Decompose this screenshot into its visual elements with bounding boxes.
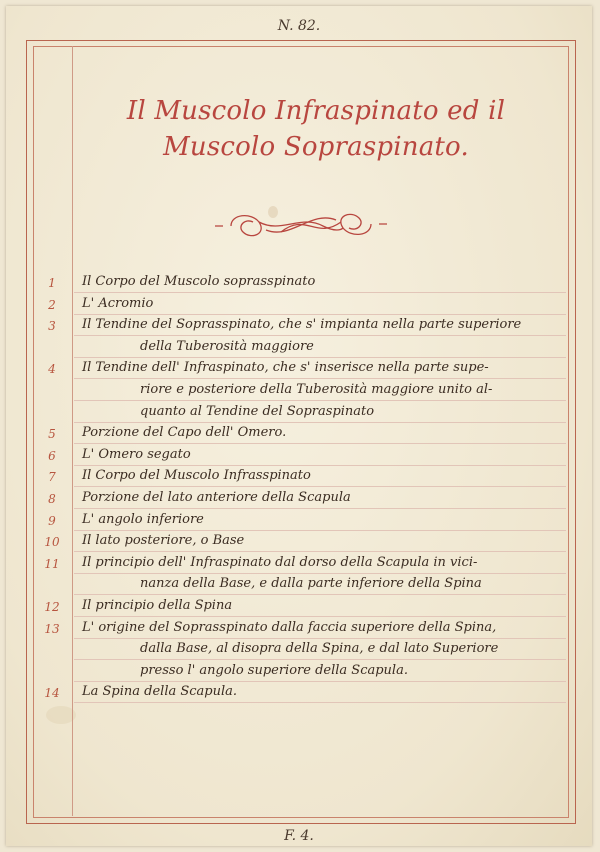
item-text-line: nanza della Base, e dalla parte inferiore della Spina [140, 576, 482, 592]
item-number: 7 [48, 470, 56, 485]
item-text-line: L' origine del Soprasspinato dalla faccia superiore della Spina, [82, 619, 497, 635]
ruled-line [74, 573, 566, 574]
ruled-line [74, 681, 566, 682]
title-line-2: Muscolo Sopraspinato. [163, 132, 469, 162]
item-text-line: Il Corpo del Muscolo soprasspinato [82, 274, 316, 289]
item-text-line: Il principio dell' Infraspinato dal dorso della Scapula in vici- [82, 554, 478, 570]
ruled-line [74, 594, 566, 595]
item-number: 1 [48, 276, 56, 290]
item-text-line: Porzione del Capo dell' Omero. [82, 425, 287, 441]
item-number: 3 [48, 319, 56, 334]
item-text-line: La Spina della Scapula. [82, 684, 238, 700]
ruled-line [74, 465, 566, 466]
item-number: 4 [48, 362, 56, 377]
ruled-line [74, 422, 566, 423]
ruled-line [74, 292, 566, 293]
ruled-line [74, 486, 566, 487]
item-number: 14 [44, 686, 60, 701]
item-number: 5 [48, 427, 56, 442]
item-text-line: Il Tendine del Soprasspinato, che s' impianta nella parte superiore [82, 317, 522, 333]
ruled-line [74, 659, 566, 660]
ruled-line [74, 314, 566, 315]
item-text-line: Il lato posteriore, o Base [82, 533, 245, 549]
item-number: 6 [48, 448, 56, 463]
item-text-line: L' Omero segato [82, 446, 191, 462]
item-text-line: Il Corpo del Muscolo Infrasspinato [82, 468, 311, 484]
item-text-line: dalla Base, al disopra della Spina, e dal lato Superiore [140, 641, 499, 657]
page-number-header: N. 82. [277, 18, 321, 34]
ruled-line [74, 357, 566, 358]
title-line-1: Il Muscolo Infraspinato ed il [126, 96, 506, 126]
item-number: 11 [44, 556, 60, 571]
item-text-line: riore e posteriore della Tuberosità maggiore unito al- [140, 382, 493, 397]
item-text-line: Il principio della Spina [82, 598, 233, 613]
item-number: 2 [48, 297, 56, 312]
item-text-line: presso l' angolo superiore della Scapula. [140, 662, 408, 678]
ruled-line [74, 400, 566, 401]
ornamental-flourish [211, 204, 391, 246]
ruled-line [74, 335, 566, 336]
item-number: 12 [44, 600, 60, 614]
ruled-line [74, 378, 566, 379]
ruled-line [74, 616, 566, 617]
item-number: 13 [44, 621, 60, 636]
manuscript-page [6, 6, 592, 846]
item-text-line: quanto al Tendine del Sopraspinato [140, 403, 375, 419]
item-text-line: Porzione del lato anteriore della Scapula [82, 490, 351, 505]
item-text-line: Il Tendine dell' Infraspinato, che s' inserisce nella parte supe- [82, 360, 489, 376]
ruled-line [74, 551, 566, 552]
ruled-line [74, 530, 566, 531]
item-number: 9 [48, 513, 56, 528]
item-number: 8 [48, 492, 56, 506]
item-text-line: L' Acromio [82, 295, 154, 311]
item-number: 10 [44, 535, 60, 550]
ruled-line [74, 508, 566, 509]
margin-rule [72, 46, 73, 816]
page-number-footer: F. 4. [284, 828, 314, 844]
ruled-line [74, 443, 566, 444]
item-text-line: L' angolo inferiore [82, 511, 204, 527]
ruled-line [74, 638, 566, 639]
ruled-line [74, 702, 566, 703]
item-text-line: della Tuberosità maggiore [140, 338, 314, 354]
